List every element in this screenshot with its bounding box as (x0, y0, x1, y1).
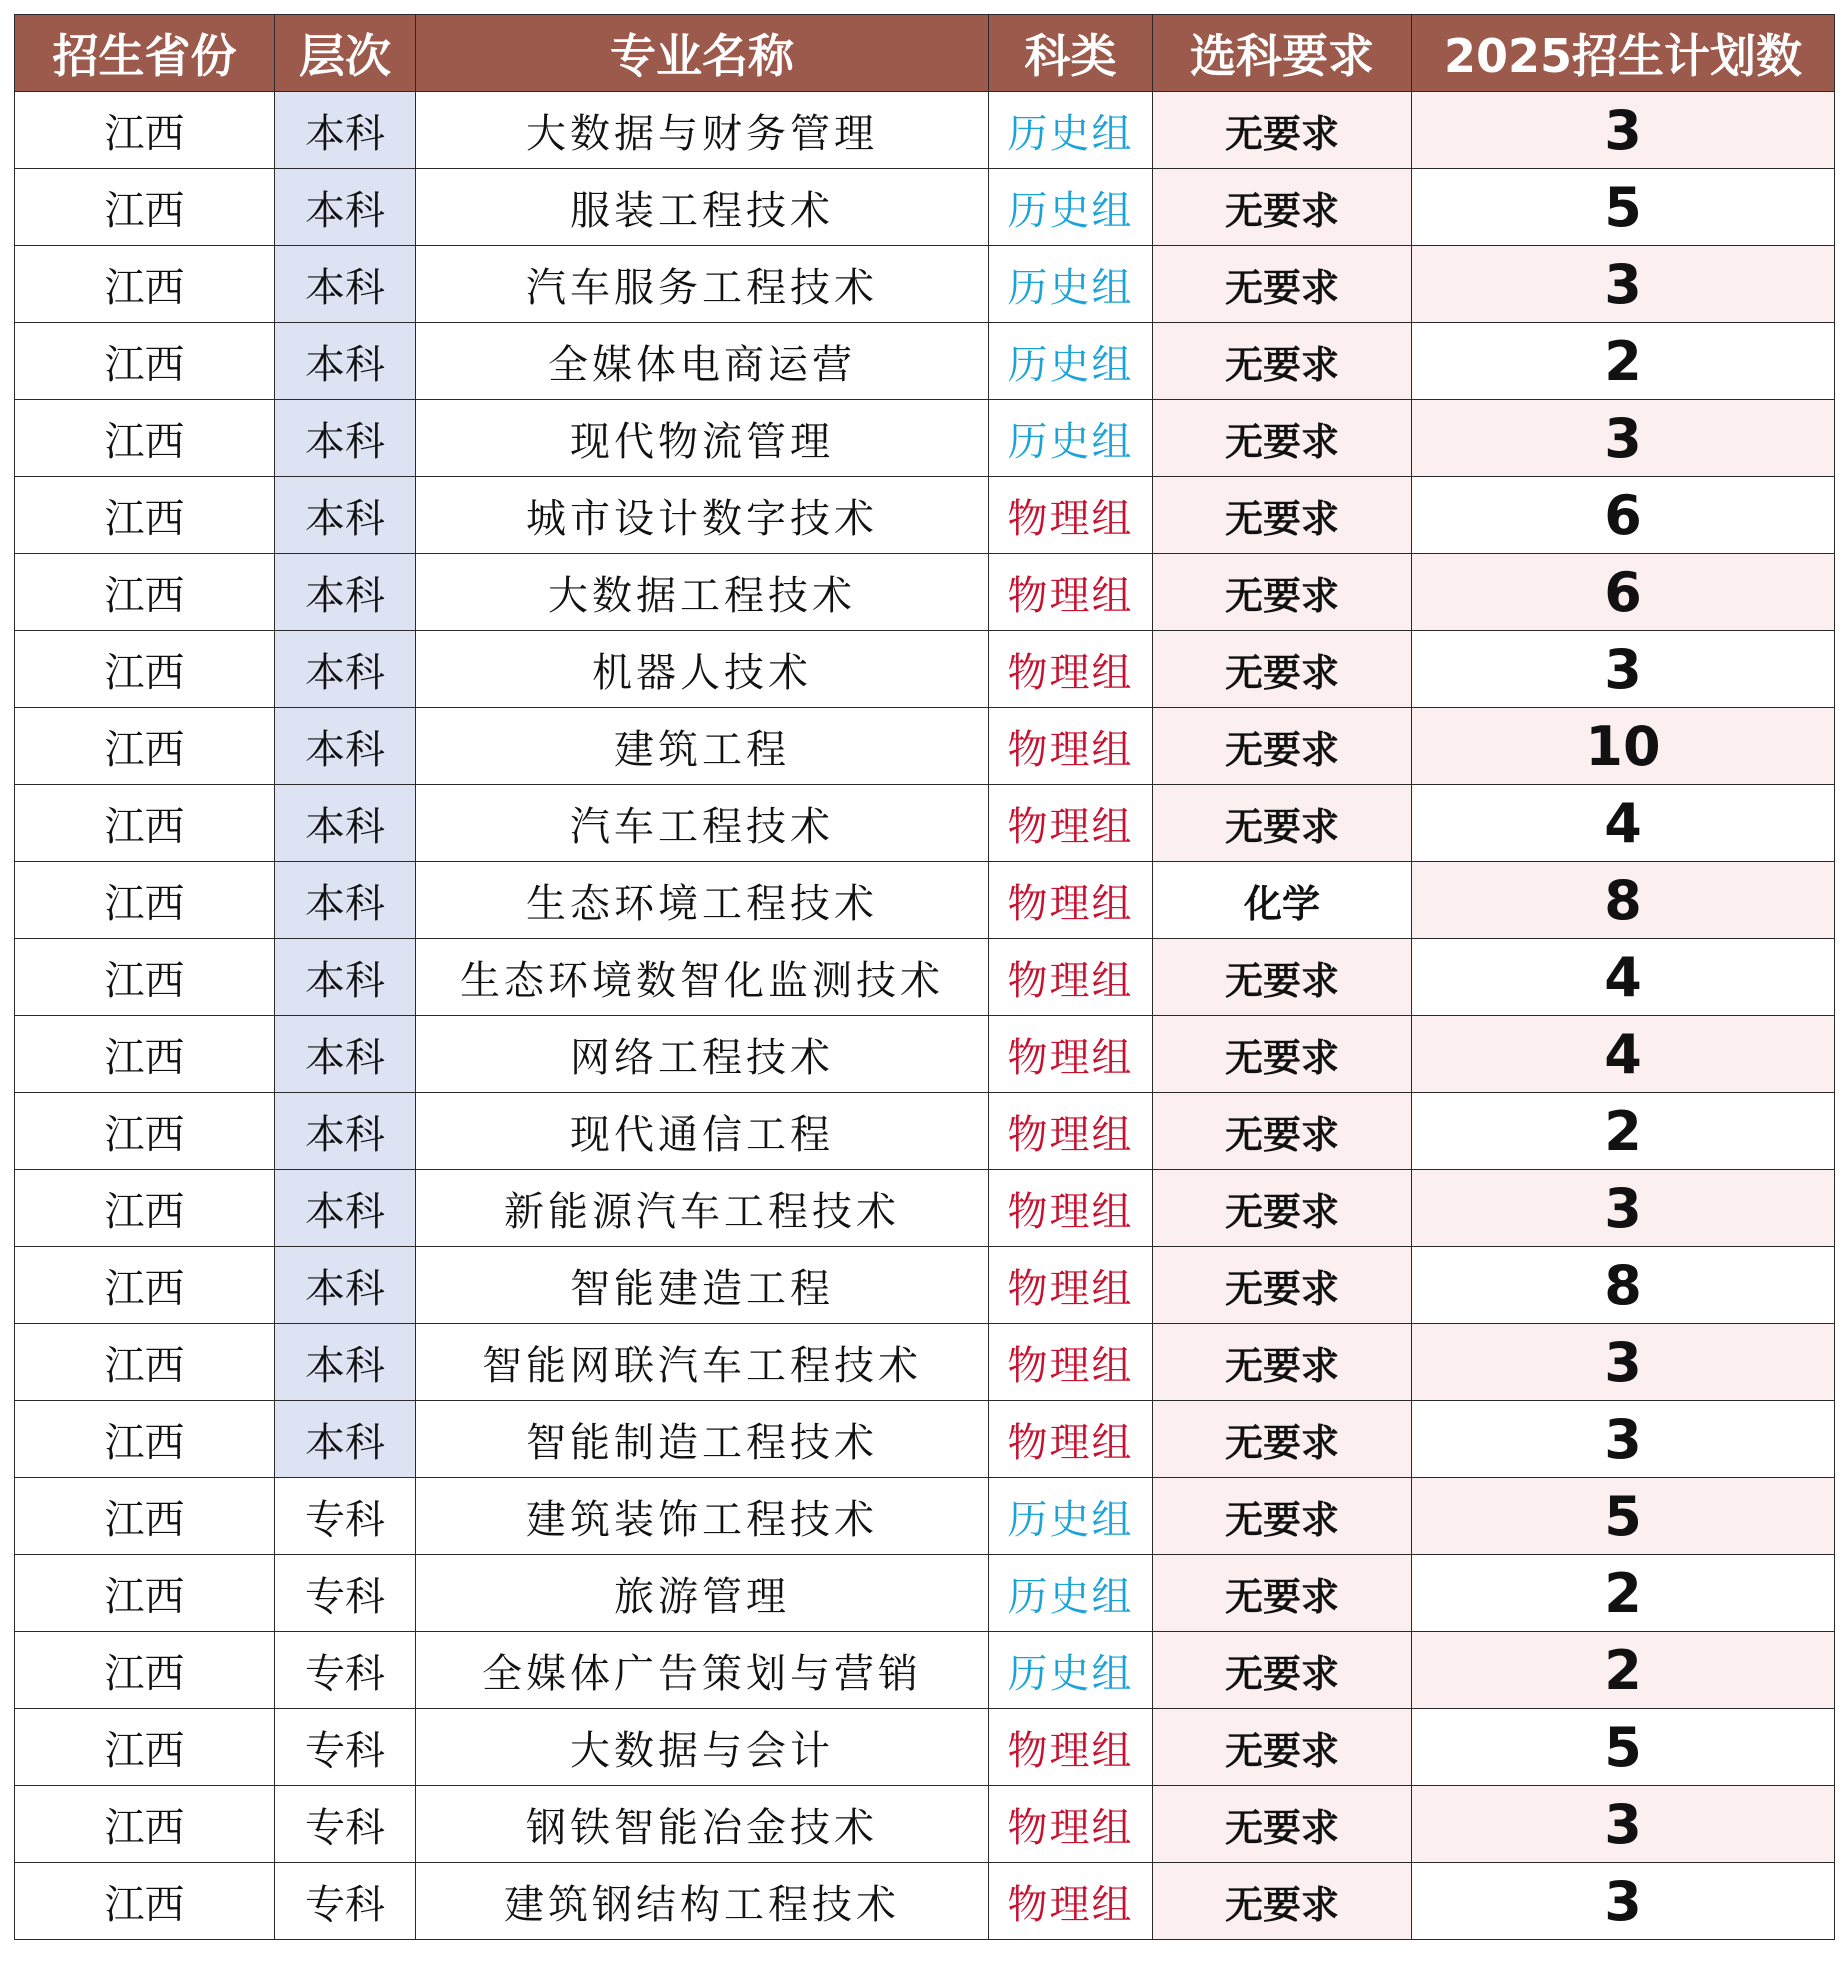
cell-category: 物理组 (989, 477, 1153, 554)
cell-major: 大数据与财务管理 (416, 92, 989, 169)
cell-plan-count: 3 (1412, 1401, 1835, 1478)
cell-province: 江西 (15, 1016, 275, 1093)
header-province: 招生省份 (15, 15, 275, 92)
cell-plan-count: 2 (1412, 1555, 1835, 1632)
cell-province: 江西 (15, 477, 275, 554)
cell-major: 大数据工程技术 (416, 554, 989, 631)
cell-category: 历史组 (989, 1555, 1153, 1632)
table-row (15, 862, 1835, 939)
cell-level: 专科 (275, 1555, 416, 1632)
cell-requirement: 无要求 (1153, 1247, 1412, 1324)
cell-major: 钢铁智能冶金技术 (416, 1786, 989, 1863)
cell-major: 汽车服务工程技术 (416, 246, 989, 323)
cell-plan-count: 4 (1412, 785, 1835, 862)
table-row (15, 939, 1835, 1016)
cell-plan-count: 3 (1412, 400, 1835, 477)
cell-province: 江西 (15, 1093, 275, 1170)
table-row (15, 1247, 1835, 1324)
cell-plan-count: 5 (1412, 1709, 1835, 1786)
cell-province: 江西 (15, 554, 275, 631)
cell-level: 本科 (275, 169, 416, 246)
cell-level: 本科 (275, 1247, 416, 1324)
cell-category: 历史组 (989, 92, 1153, 169)
cell-level: 本科 (275, 785, 416, 862)
cell-level: 本科 (275, 708, 416, 785)
cell-requirement: 无要求 (1153, 246, 1412, 323)
header-requirement: 选科要求 (1153, 15, 1412, 92)
cell-category: 物理组 (989, 708, 1153, 785)
cell-plan-count: 4 (1412, 939, 1835, 1016)
cell-level: 本科 (275, 554, 416, 631)
cell-category: 物理组 (989, 554, 1153, 631)
cell-requirement: 无要求 (1153, 1016, 1412, 1093)
table-row (15, 785, 1835, 862)
cell-province: 江西 (15, 1709, 275, 1786)
cell-requirement: 无要求 (1153, 1324, 1412, 1401)
table-row (15, 169, 1835, 246)
cell-level: 本科 (275, 862, 416, 939)
cell-level: 本科 (275, 1170, 416, 1247)
cell-requirement: 无要求 (1153, 1786, 1412, 1863)
cell-province: 江西 (15, 939, 275, 1016)
table-row (15, 246, 1835, 323)
table-header-row (15, 15, 1835, 92)
cell-plan-count: 4 (1412, 1016, 1835, 1093)
cell-plan-count: 3 (1412, 1786, 1835, 1863)
cell-level: 本科 (275, 939, 416, 1016)
cell-requirement: 无要求 (1153, 1170, 1412, 1247)
cell-major: 建筑工程 (416, 708, 989, 785)
table-row (15, 1016, 1835, 1093)
cell-requirement: 无要求 (1153, 400, 1412, 477)
cell-plan-count: 8 (1412, 862, 1835, 939)
cell-level: 本科 (275, 631, 416, 708)
cell-level: 本科 (275, 477, 416, 554)
table-row (15, 400, 1835, 477)
cell-category: 历史组 (989, 1632, 1153, 1709)
cell-level: 本科 (275, 1324, 416, 1401)
cell-requirement: 无要求 (1153, 323, 1412, 400)
cell-requirement: 无要求 (1153, 1863, 1412, 1940)
cell-province: 江西 (15, 169, 275, 246)
cell-plan-count: 10 (1412, 708, 1835, 785)
enrollment-plan-table (14, 14, 1835, 1940)
cell-major: 服装工程技术 (416, 169, 989, 246)
cell-major: 建筑钢结构工程技术 (416, 1863, 989, 1940)
cell-level: 本科 (275, 246, 416, 323)
table-row (15, 1555, 1835, 1632)
cell-plan-count: 2 (1412, 1093, 1835, 1170)
cell-category: 历史组 (989, 323, 1153, 400)
cell-province: 江西 (15, 1632, 275, 1709)
cell-major: 汽车工程技术 (416, 785, 989, 862)
cell-province: 江西 (15, 1786, 275, 1863)
cell-requirement: 无要求 (1153, 554, 1412, 631)
table-row (15, 554, 1835, 631)
cell-category: 物理组 (989, 785, 1153, 862)
cell-major: 机器人技术 (416, 631, 989, 708)
cell-level: 专科 (275, 1709, 416, 1786)
cell-province: 江西 (15, 785, 275, 862)
cell-category: 物理组 (989, 1324, 1153, 1401)
cell-category: 历史组 (989, 1478, 1153, 1555)
cell-category: 物理组 (989, 1401, 1153, 1478)
cell-category: 物理组 (989, 939, 1153, 1016)
table-row (15, 708, 1835, 785)
table-row (15, 1093, 1835, 1170)
cell-major: 现代物流管理 (416, 400, 989, 477)
cell-category: 历史组 (989, 400, 1153, 477)
cell-major: 智能制造工程技术 (416, 1401, 989, 1478)
cell-level: 专科 (275, 1632, 416, 1709)
cell-major: 生态环境数智化监测技术 (416, 939, 989, 1016)
header-category: 科类 (989, 15, 1153, 92)
cell-province: 江西 (15, 862, 275, 939)
cell-requirement: 无要求 (1153, 1632, 1412, 1709)
cell-province: 江西 (15, 1555, 275, 1632)
cell-province: 江西 (15, 1247, 275, 1324)
cell-major: 智能建造工程 (416, 1247, 989, 1324)
cell-level: 专科 (275, 1478, 416, 1555)
cell-requirement: 无要求 (1153, 708, 1412, 785)
cell-requirement: 无要求 (1153, 785, 1412, 862)
cell-plan-count: 3 (1412, 1170, 1835, 1247)
cell-requirement: 无要求 (1153, 1401, 1412, 1478)
cell-plan-count: 3 (1412, 1863, 1835, 1940)
cell-province: 江西 (15, 323, 275, 400)
cell-plan-count: 6 (1412, 477, 1835, 554)
cell-category: 物理组 (989, 1247, 1153, 1324)
table-row (15, 1863, 1835, 1940)
table-row (15, 1401, 1835, 1478)
cell-province: 江西 (15, 400, 275, 477)
cell-plan-count: 5 (1412, 169, 1835, 246)
cell-category: 历史组 (989, 169, 1153, 246)
cell-province: 江西 (15, 1401, 275, 1478)
cell-major: 现代通信工程 (416, 1093, 989, 1170)
cell-category: 物理组 (989, 1863, 1153, 1940)
table-row (15, 1478, 1835, 1555)
cell-requirement: 无要求 (1153, 1093, 1412, 1170)
cell-province: 江西 (15, 708, 275, 785)
cell-plan-count: 6 (1412, 554, 1835, 631)
cell-requirement: 无要求 (1153, 939, 1412, 1016)
cell-major: 网络工程技术 (416, 1016, 989, 1093)
table-row (15, 477, 1835, 554)
table-row (15, 1324, 1835, 1401)
cell-province: 江西 (15, 631, 275, 708)
cell-requirement: 无要求 (1153, 1709, 1412, 1786)
cell-plan-count: 3 (1412, 246, 1835, 323)
cell-plan-count: 8 (1412, 1247, 1835, 1324)
cell-province: 江西 (15, 1324, 275, 1401)
table-row (15, 631, 1835, 708)
cell-requirement: 化学 (1153, 862, 1412, 939)
cell-major: 新能源汽车工程技术 (416, 1170, 989, 1247)
cell-category: 物理组 (989, 1016, 1153, 1093)
table-row (15, 1786, 1835, 1863)
cell-major: 智能网联汽车工程技术 (416, 1324, 989, 1401)
cell-plan-count: 3 (1412, 1324, 1835, 1401)
enrollment-plan-sheet (14, 14, 1834, 1968)
cell-plan-count: 2 (1412, 323, 1835, 400)
cell-province: 江西 (15, 1478, 275, 1555)
cell-requirement: 无要求 (1153, 1478, 1412, 1555)
cell-category: 物理组 (989, 1786, 1153, 1863)
cell-province: 江西 (15, 92, 275, 169)
cell-level: 专科 (275, 1863, 416, 1940)
table-row (15, 1709, 1835, 1786)
cell-major: 全媒体广告策划与营销 (416, 1632, 989, 1709)
cell-category: 物理组 (989, 631, 1153, 708)
cell-plan-count: 3 (1412, 631, 1835, 708)
cell-major: 城市设计数字技术 (416, 477, 989, 554)
cell-category: 历史组 (989, 246, 1153, 323)
cell-category: 物理组 (989, 1170, 1153, 1247)
header-plan-count: 2025招生计划数 (1412, 15, 1835, 92)
cell-major: 生态环境工程技术 (416, 862, 989, 939)
cell-requirement: 无要求 (1153, 169, 1412, 246)
cell-category: 物理组 (989, 1709, 1153, 1786)
cell-major: 全媒体电商运营 (416, 323, 989, 400)
cell-requirement: 无要求 (1153, 477, 1412, 554)
table-body (15, 92, 1835, 1940)
cell-requirement: 无要求 (1153, 1555, 1412, 1632)
cell-requirement: 无要求 (1153, 631, 1412, 708)
cell-major: 旅游管理 (416, 1555, 989, 1632)
table-row (15, 323, 1835, 400)
cell-plan-count: 2 (1412, 1632, 1835, 1709)
cell-province: 江西 (15, 1170, 275, 1247)
cell-level: 本科 (275, 1093, 416, 1170)
cell-plan-count: 5 (1412, 1478, 1835, 1555)
table-row (15, 1632, 1835, 1709)
cell-plan-count: 3 (1412, 92, 1835, 169)
cell-major: 建筑装饰工程技术 (416, 1478, 989, 1555)
cell-level: 本科 (275, 1016, 416, 1093)
cell-level: 本科 (275, 400, 416, 477)
cell-province: 江西 (15, 1863, 275, 1940)
cell-level: 本科 (275, 92, 416, 169)
cell-requirement: 无要求 (1153, 92, 1412, 169)
cell-category: 物理组 (989, 862, 1153, 939)
header-major: 专业名称 (416, 15, 989, 92)
cell-level: 本科 (275, 1401, 416, 1478)
cell-level: 本科 (275, 323, 416, 400)
cell-category: 物理组 (989, 1093, 1153, 1170)
cell-level: 专科 (275, 1786, 416, 1863)
table-row (15, 1170, 1835, 1247)
cell-province: 江西 (15, 246, 275, 323)
cell-major: 大数据与会计 (416, 1709, 989, 1786)
table-row (15, 92, 1835, 169)
header-level: 层次 (275, 15, 416, 92)
